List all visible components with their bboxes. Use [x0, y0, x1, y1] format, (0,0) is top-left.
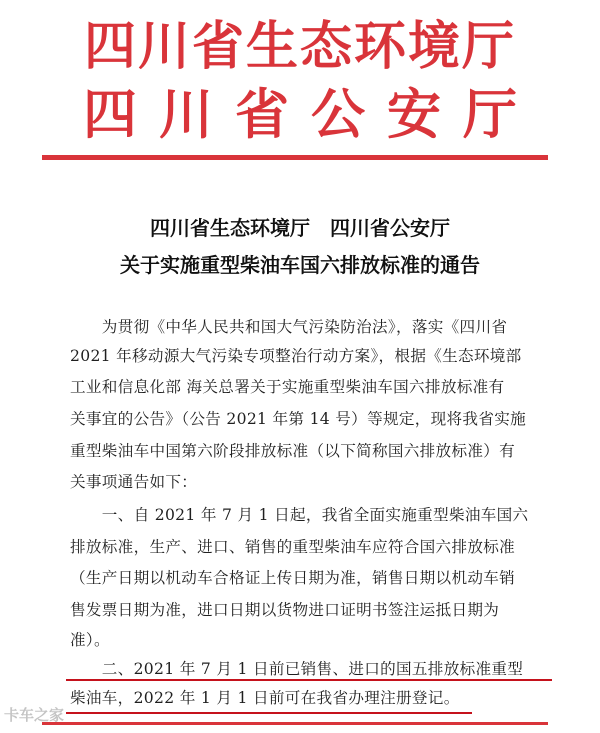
issuer-header-police: 四川省公安厅	[83, 83, 539, 146]
body-line: 一、自 2021 年 7 月 1 日起，我省全面实施重型柴油车国六	[70, 506, 529, 524]
notice-title-subject: 关于实施重型柴油车国六排放标准的通告	[120, 253, 480, 277]
body-line: 关事项通告如下：	[70, 473, 198, 491]
body-line: 关事宜的公告》（公告 2021 年第 14 号）等规定，现将我省实施	[70, 410, 527, 428]
body-line: 排放标准，生产、进口、销售的重型柴油车应符合国六排放标准	[70, 538, 516, 556]
body-line: 准）。	[70, 631, 110, 649]
body-line: 为贯彻《中华人民共和国大气污染防治法》，落实《四川省	[70, 318, 508, 336]
body-line: 工业和信息化部 海关总署关于实施重型柴油车国六排放标准有	[70, 378, 505, 396]
issuer-header-ecology: 四川省生态环境厅	[83, 17, 516, 77]
notice-title-issuers: 四川省生态环境厅 四川省公安厅	[150, 216, 450, 240]
body-line-highlighted: 二、2021 年 7 月 1 日前已销售、进口的国五排放标准重型	[70, 660, 524, 678]
header-divider	[42, 155, 548, 160]
highlight-underline	[66, 712, 472, 714]
site-watermark: 卡车之家	[4, 706, 65, 724]
body-line: 重型柴油车中国第六阶段排放标准（以下简称国六排放标准）有	[70, 442, 516, 460]
body-line: 售发票日期为准，进口日期以货物进口证明书签注运抵日期为	[70, 601, 500, 619]
footer-divider	[42, 722, 548, 725]
body-line: （生产日期以机动车合格证上传日期为准，销售日期以机动车销	[70, 569, 516, 587]
body-line-highlighted: 柴油车，2022 年 1 月 1 日前可在我省办理注册登记。	[70, 689, 460, 707]
highlight-underline	[66, 679, 552, 681]
body-line: 2021 年移动源大气污染专项整治行动方案》，根据《生态环境部	[70, 347, 522, 365]
